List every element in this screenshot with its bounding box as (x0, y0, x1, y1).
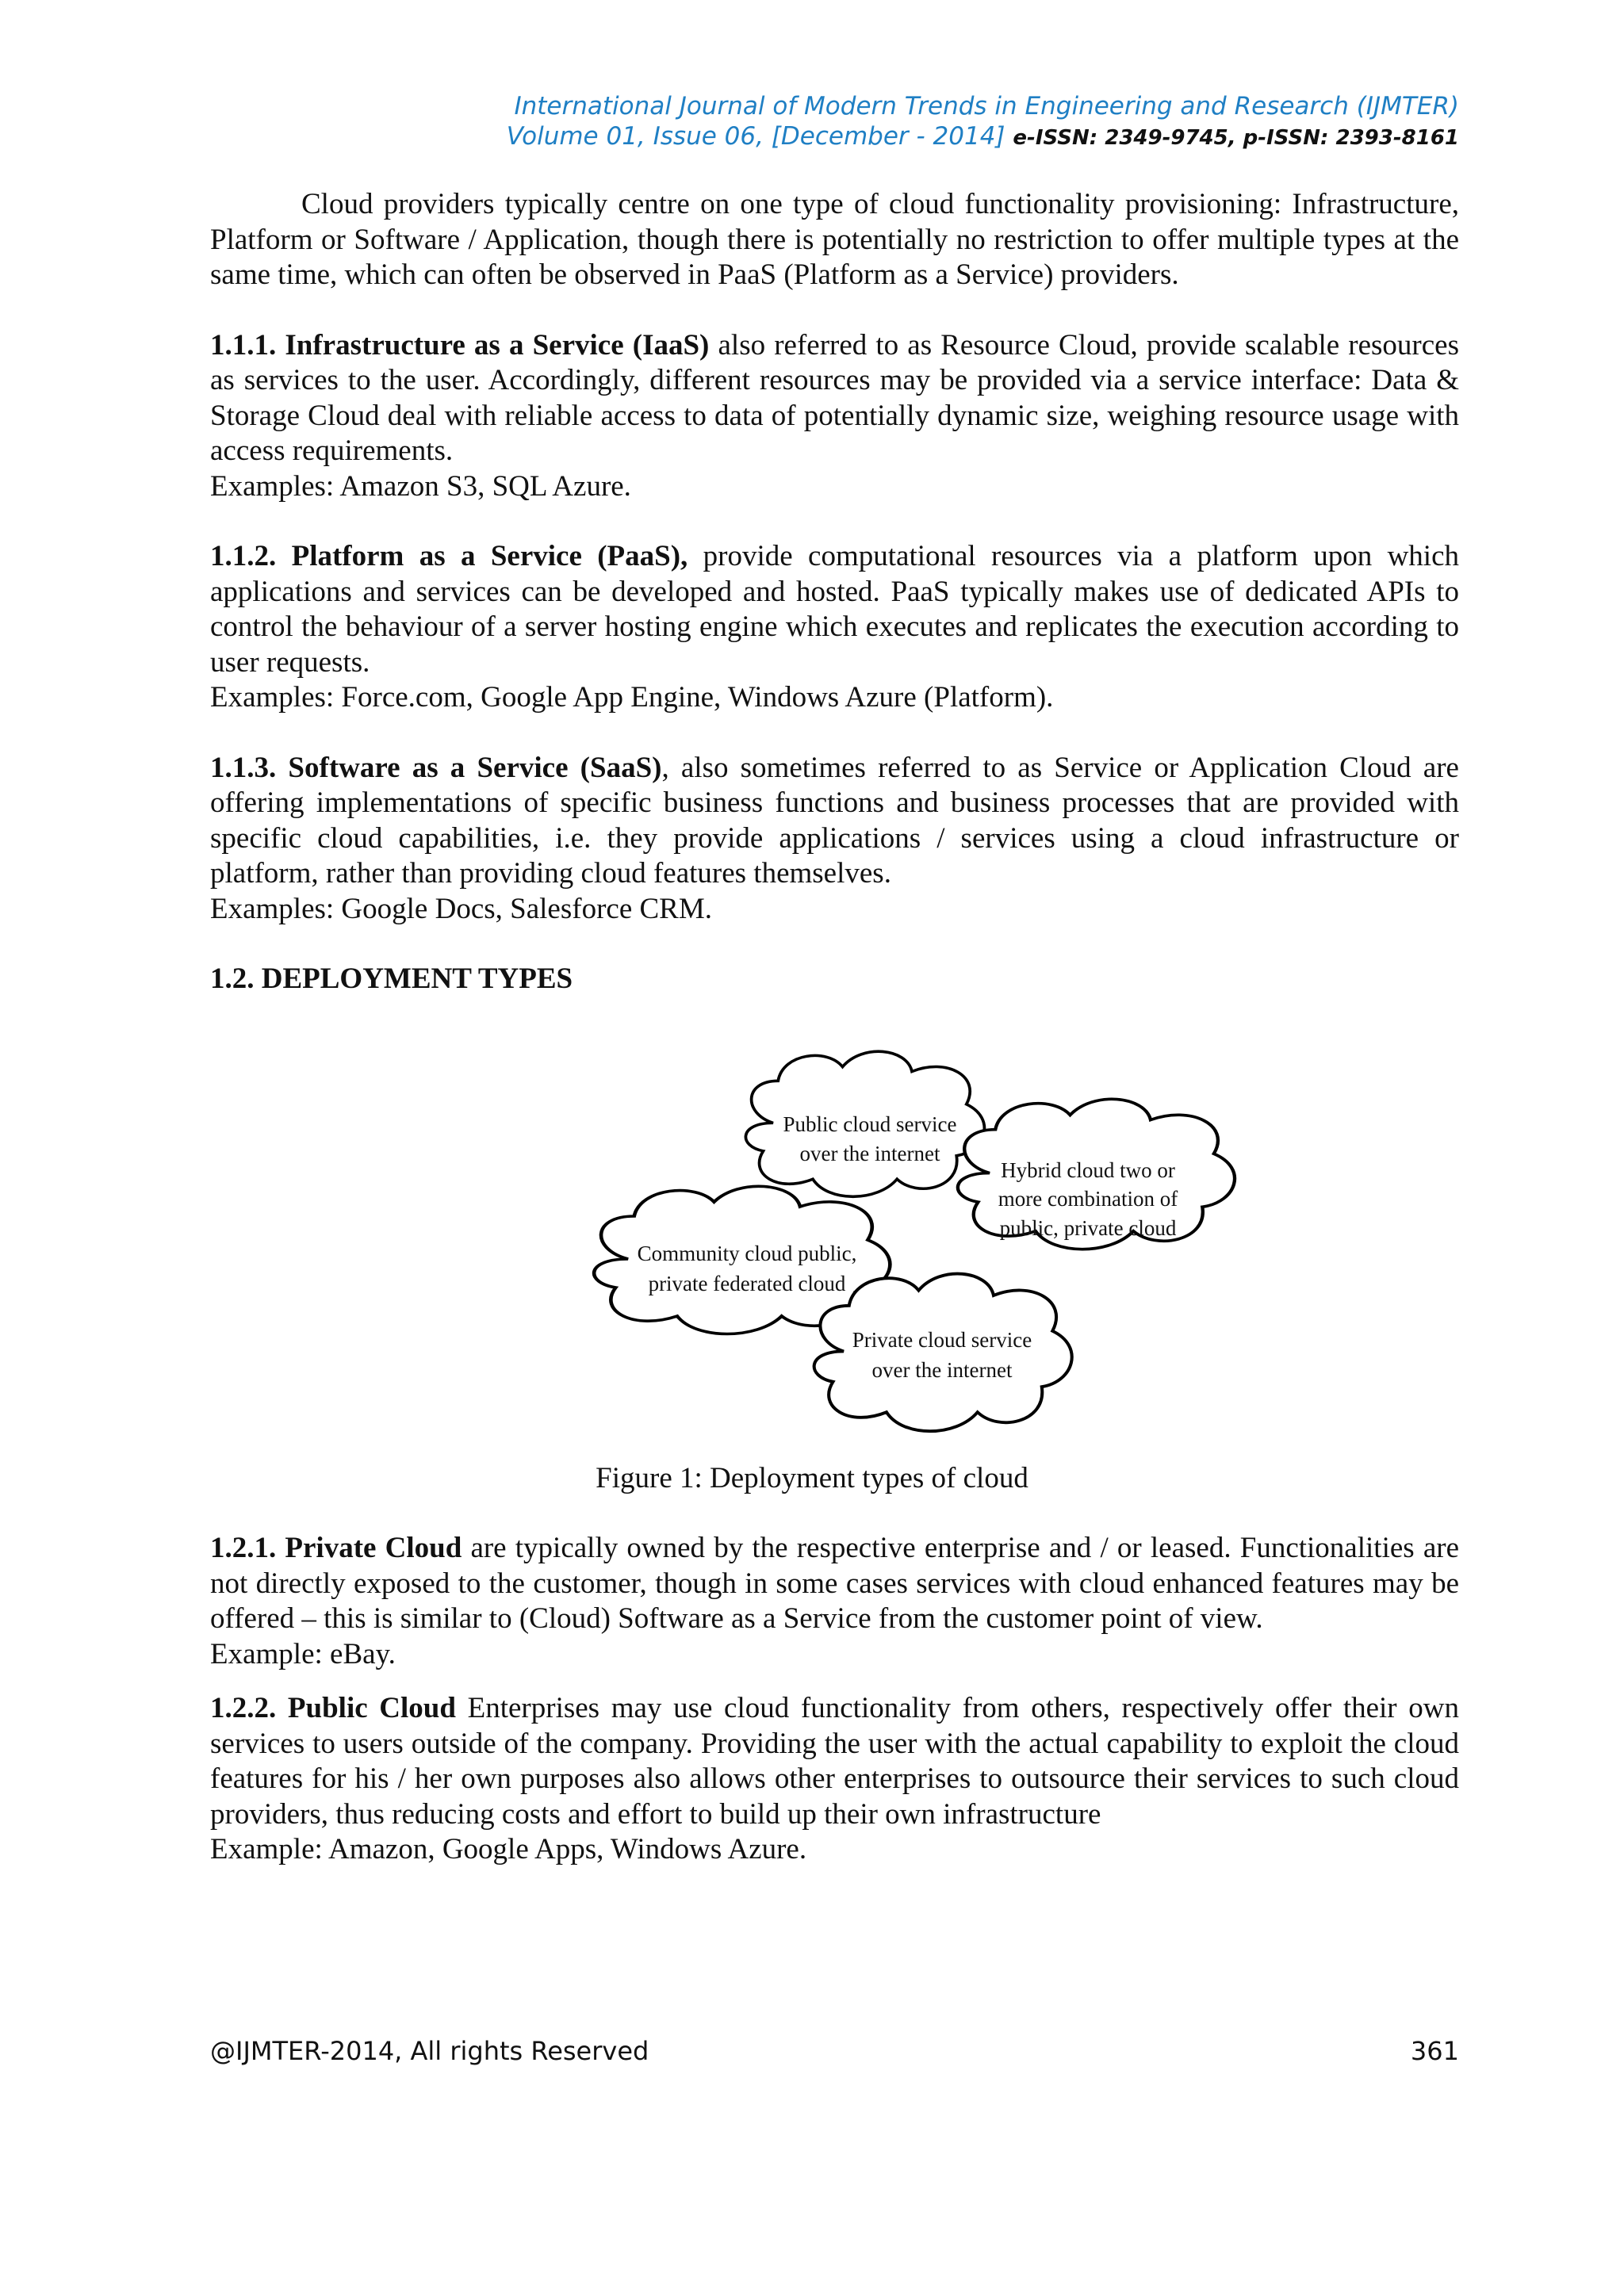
public-cloud-line-1: Public cloud service (783, 1112, 957, 1136)
paas-heading: 1.1.2. Platform as a Service (PaaS), (210, 540, 688, 572)
community-cloud-line-2: private federated cloud (648, 1272, 846, 1295)
hybrid-cloud-line-3: public, private cloud (999, 1216, 1177, 1240)
page-number: 361 (1410, 2036, 1459, 2066)
intro-paragraph: Cloud providers typically centre on one type of cloud functionality provisioning: Infrastructure, Platform or Software / Application, though there is potentially no restriction to offer multiple types at the same time, which can often be observed in PaaS (Platform as a Service) providers. (210, 188, 1459, 291)
private-cloud-heading: 1.2.1. Private Cloud (210, 1532, 462, 1564)
hybrid-cloud-line-2: more combination of (998, 1187, 1178, 1211)
footer-copyright: @IJMTER-2014, All rights Reserved (210, 2036, 649, 2066)
paas-examples: Examples: Force.com, Google App Engine, Windows Azure (Platform). (210, 681, 1054, 714)
saas-paragraph (210, 751, 1459, 892)
iaas-text: also referred to as Resource Cloud, provide scalable resources as services to the user. Accordingly, different resources may be provided via a service interface: Data & Storage Cloud deal with reliable access to data of potentially dynamic size, weighing resource usage with access requirements. (210, 328, 1459, 467)
journal-title: International Journal of Modern Trends in Engineering and Research (IJMTER) (514, 92, 1459, 121)
journal-volume-line (507, 121, 1459, 154)
iaas-heading: 1.1.1. Infrastructure as a Service (IaaS) (210, 328, 710, 362)
deployment-heading: 1.2. DEPLOYMENT TYPES (210, 962, 573, 995)
public-cloud-example: Example: Amazon, Google Apps, Windows Azure. (210, 1833, 807, 1866)
private-cloud-shape (814, 1274, 1072, 1432)
private-cloud-line-2: over the internet (871, 1358, 1013, 1382)
hybrid-cloud-line-1: Hybrid cloud two or (1001, 1158, 1175, 1182)
public-cloud-text: Enterprises may use cloud functionality from others, respectively offer their own services to users outside of the company. Providing the user with the actual capability to exploit the cloud features for his / her own purposes also allows other enterprises to outsource their services to such cloud providers, thus reducing costs and effort to build up their own infrastructure (210, 1692, 1459, 1831)
community-cloud-line-1: Community cloud public, (637, 1242, 857, 1265)
public-cloud-line-2: over the internet (799, 1142, 940, 1165)
public-cloud-paragraph (210, 1691, 1459, 1832)
paas-text: provide computational resources via a platform upon which applications and services can be developed and hosted. PaaS typically makes use of dedicated APIs to control the behaviour of a server hosting engine which executes and replicates the execution according to user requests. (210, 540, 1459, 679)
deployment-figure (571, 1039, 1237, 1451)
saas-heading: 1.1.3. Software as a Service (SaaS) (210, 751, 662, 784)
body-top (210, 187, 1459, 997)
iaas-paragraph (210, 328, 1459, 469)
private-cloud-example: Example: eBay. (210, 1637, 396, 1670)
journal-volume: Volume 01, Issue 06, [December - 2014] (506, 122, 1005, 151)
paas-paragraph (210, 539, 1459, 680)
private-cloud-text: are typically owned by the respective enterprise and / or leased. Functionalities are not directly exposed to the customer, though in some cases services with cloud enhanced features may be offered – this is similar to (Cloud) Software as a Service from the customer point of view. (210, 1532, 1459, 1635)
public-cloud-heading: 1.2.2. Public Cloud (210, 1692, 456, 1724)
body-bottom (210, 1531, 1459, 1868)
figure-caption: Figure 1: Deployment types of cloud (596, 1462, 1028, 1494)
private-cloud-paragraph (210, 1531, 1459, 1637)
iaas-examples: Examples: Amazon S3, SQL Azure. (210, 469, 631, 503)
private-cloud-line-1: Private cloud service (852, 1328, 1032, 1352)
journal-issn: e-ISSN: 2349-9745, p-ISSN: 2393-8161 (1013, 126, 1459, 150)
saas-text: , also sometimes referred to as Service or Application Cloud are offering implementations of specific business functions and business processes that are provided with specific cloud capabilities, i.e. they provide applications / services using a cloud infrastructure or platform, rather than providing cloud features themselves. (210, 751, 1459, 890)
saas-examples: Examples: Google Docs, Salesforce CRM. (210, 892, 712, 925)
